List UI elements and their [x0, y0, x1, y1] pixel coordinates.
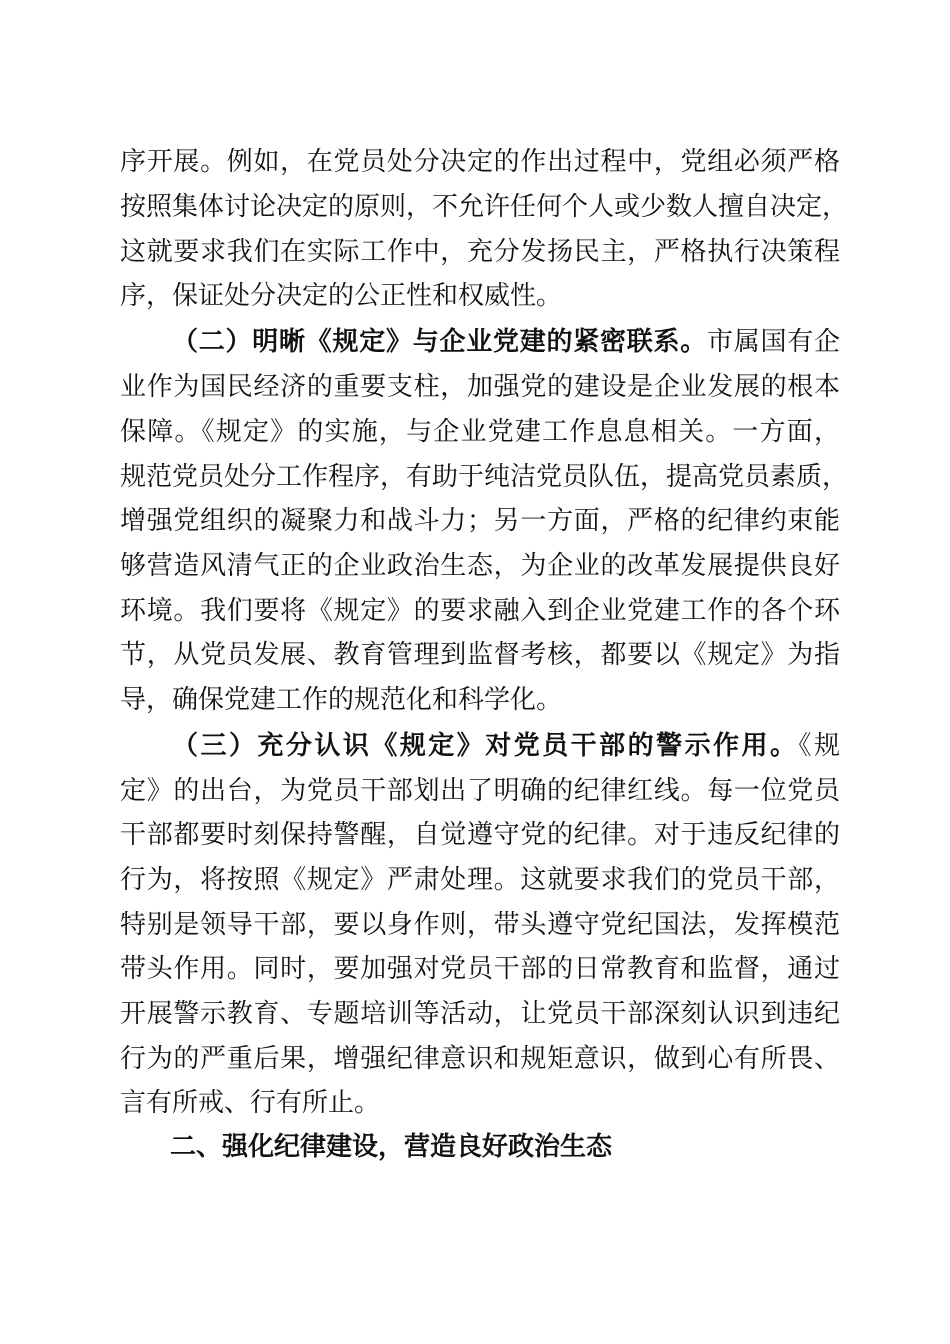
paragraph-line: 按照集体讨论决定的原则，不允许任何个人或少数人擅自决定，	[120, 192, 849, 222]
paragraph-line: 序，保证处分决定的公正性和权威性。	[120, 281, 563, 311]
subheading-line	[172, 322, 840, 362]
paragraph-line: 干部都要时刻保持警醒，自觉遵守党的纪律。对于违反纪律的	[120, 820, 840, 850]
paragraph-line: 增强党组织的凝聚力和战斗力；另一方面，严格的纪律约束能	[120, 506, 840, 536]
paragraph-line: 行为，将按照《规定》严肃处理。这就要求我们的党员干部，	[120, 865, 840, 895]
paragraph-line: 保障。《规定》的实施，与企业党建工作息息相关。一方面，	[120, 417, 840, 447]
paragraph-line: 序开展。例如，在党员处分决定的作出过程中，党组必须严格	[120, 147, 840, 177]
paragraph-line: 业作为国民经济的重要支柱，加强党的建设是企业发展的根本	[120, 372, 840, 402]
subheading-lead: （三）充分认识《规定》对党员干部的警示作用。	[172, 731, 799, 761]
paragraph-line: 够营造风清气正的企业政治生态，为企业的改革发展提供良好	[120, 551, 840, 581]
paragraph-line: 规范党员处分工作程序，有助于纯洁党员队伍，提高党员素质，	[120, 462, 849, 492]
paragraph-line: 开展警示教育、专题培训等活动，让党员干部深刻认识到违纪	[120, 999, 840, 1029]
paragraph-line: 导，确保党建工作的规范化和科学化。	[120, 685, 563, 715]
subheading-rest: 市属国有企	[706, 327, 840, 357]
subheading-rest: 《规	[798, 731, 840, 761]
subheading-line	[172, 726, 840, 766]
paragraph-line: 特别是领导干部，要以身作则，带头遵守党纪国法，发挥模范	[120, 910, 840, 940]
paragraph-line: 言有所戒、行有所止。	[120, 1088, 381, 1118]
paragraph-line: 环境。我们要将《规定》的要求融入到企业党建工作的各个环	[120, 596, 840, 626]
paragraph-line: 行为的严重后果，增强纪律意识和规矩意识，做到心有所畏、	[120, 1044, 840, 1074]
section-heading: 二、强化纪律建设，营造良好政治生态	[170, 1132, 613, 1162]
paragraph-line: 节，从党员发展、教育管理到监督考核，都要以《规定》为指	[120, 640, 840, 670]
paragraph-line: 这就要求我们在实际工作中，充分发扬民主，严格执行决策程	[120, 237, 840, 267]
subheading-lead: （二）明晰《规定》与企业党建的紧密联系。	[172, 327, 707, 357]
paragraph-line: 带头作用。同时，要加强对党员干部的日常教育和监督，通过	[120, 954, 840, 984]
paragraph-line: 定》的出台，为党员干部划出了明确的纪律红线。每一位党员	[120, 776, 840, 806]
